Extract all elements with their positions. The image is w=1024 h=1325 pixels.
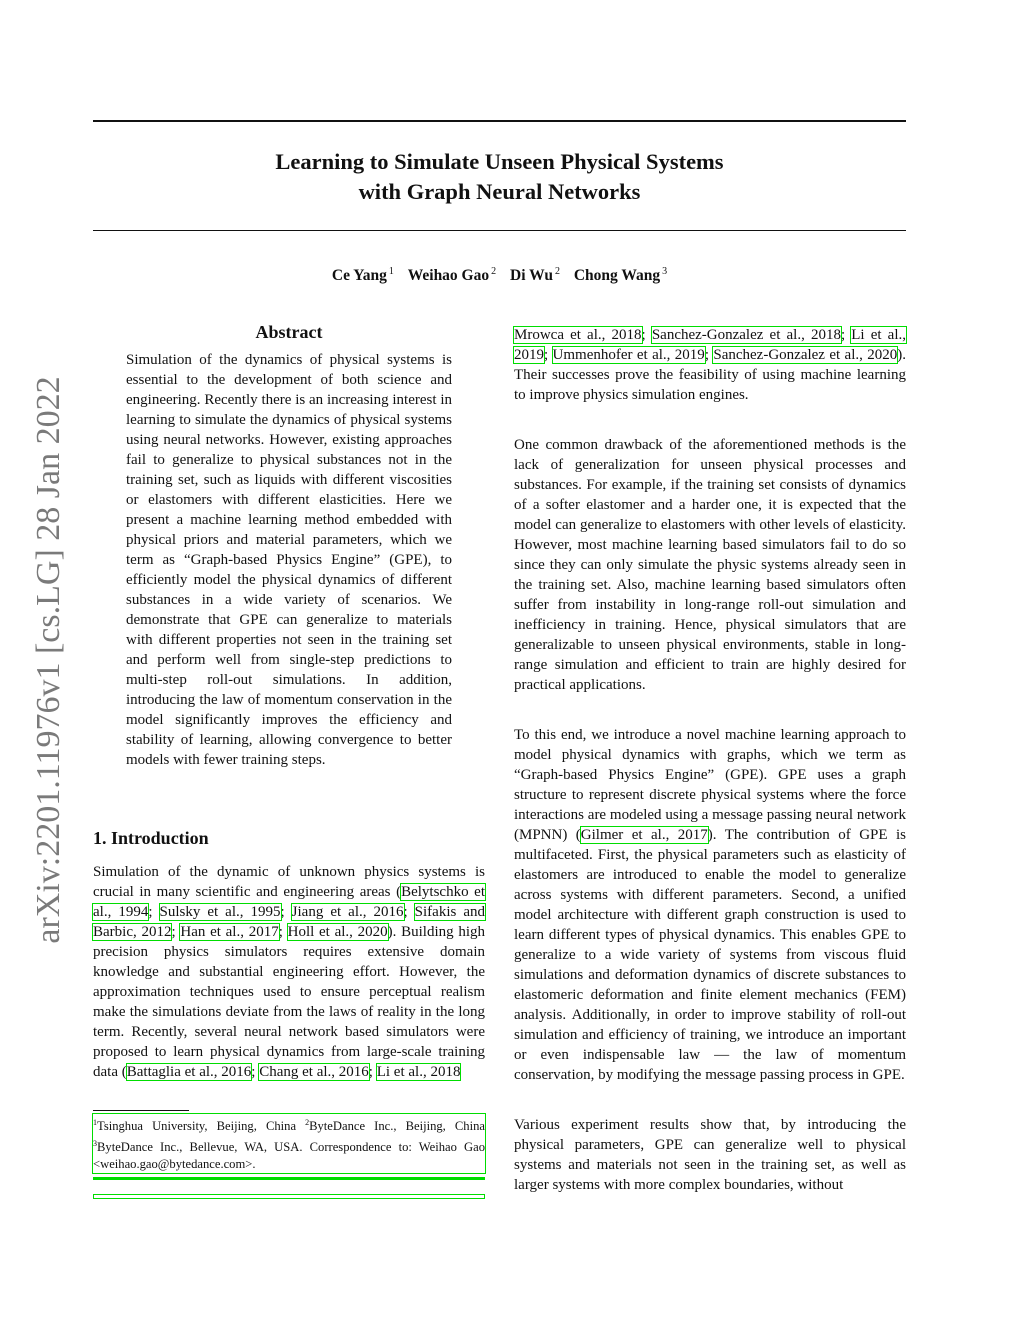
title-bottom-rule <box>93 230 906 231</box>
citation-link[interactable]: Ummenhofer et al., 2019 <box>552 347 705 363</box>
citation-link[interactable]: Sanchez-Gonzalez et al., 2018 <box>651 327 841 343</box>
author-name: Chong Wang <box>573 267 661 285</box>
citation-link[interactable]: Han et al., 2017 <box>180 924 279 940</box>
paper-title <box>93 147 906 207</box>
abstract-text: Simulation of the dynamics of physical systems is essential to the development of both science and engineering. Recently there is an increasing interest in learning to simulate the dynamics of physical systems using neural networks. However, existing approaches fail to generalize to physical substances not in the training set, such as liquids with different viscosities or elastomers with different elasticities. Here we present a machine learning method embedded with physical priors and material parameters, which we term as “Graph-based Physics Engine” (GPE), to efficiently model the physical dynamics of different substances in a wide variety of scenarios. We demonstrate that GPE can generalize to materials with different properties not seen in the training set and perform well from single-step predictions to multi-step roll-out simulations. In addition, introducing the law of momentum conservation in the model significantly improves the efficiency and stability of learning, allowing convergence to better models with fewer training steps. <box>126 352 452 768</box>
citation-link[interactable]: Jiang et al., 2016 <box>291 904 404 920</box>
link-highlight-box[interactable] <box>93 1194 485 1199</box>
author-1 <box>332 267 394 284</box>
footnote-text: Tsinghua University, Beijing, China <box>97 1119 306 1134</box>
footnote-text: ByteDance Inc., Bellevue, WA, USA. Correspondence to: Weihao Gao <weihao.gao@bytedance.com>. <box>93 1140 485 1172</box>
author-4 <box>574 267 667 284</box>
author-affiliation: 1 <box>388 266 394 277</box>
author-affiliation: 2 <box>554 266 560 277</box>
citation-link[interactable]: Mrowca et al., 2018 <box>514 327 642 343</box>
author-name: Ce Yang <box>331 267 387 285</box>
author-affiliation: 3 <box>662 266 668 277</box>
footnote-mark: 3 <box>93 1139 97 1149</box>
title-line-2: with Graph Neural Networks <box>358 179 641 204</box>
citation-link[interactable]: Li et al., 2018 <box>376 1064 461 1080</box>
title-top-rule <box>93 120 906 122</box>
arxiv-identifier: arXiv:2201.11976v1 [cs.LG] 28 Jan 2022 <box>30 376 67 944</box>
citation-link[interactable]: Sulsky et al., 1995 <box>159 904 281 920</box>
intro-text: Simulation of the dynamic of unknown physics systems is crucial in many scientific and engineering areas ( <box>93 864 485 900</box>
intro-paragraph-2: One common drawback of the aforementioned methods is the lack of generalization for unseen physical processes and substances. For example, if the training set consists of dynamics of a softer elastomer and a harder one, it is expected that the model can generalize to elastomers with other levels of elasticity. However, most machine learning based simulators fail to do so since they can only simulate the physic systems already seen in the training set. Also, machine learning based simulators often suffer from instability in long-range roll-out simulation and inefficiency in training. Hence, physical simulators that are generalizable to unseen physical environments, stable in long-range simulation and efficient to train are highly desired for practical applications. <box>514 437 906 693</box>
citation-link[interactable]: Sifakis and Barbic, 2012 <box>93 904 485 940</box>
citation-link[interactable]: Belytschko et al., 1994 <box>93 884 485 920</box>
intro-paragraph-4: Various experiment results show that, by introducing the physical parameters, GPE can generalize well to physical systems and materials not seen in the training set, as well as larger systems with more complex boundaries, without <box>514 1117 906 1193</box>
author-name: Weihao Gao <box>407 267 490 285</box>
citation-link[interactable]: Gilmer et al., 2017 <box>580 827 708 843</box>
footnote-text: ByteDance Inc., Beijing, China <box>309 1119 485 1134</box>
footnote-mark: 1 <box>93 1118 97 1127</box>
link-highlight-bar[interactable] <box>93 1177 485 1180</box>
intro-text: ). Building high precision physics simulators requires extensive domain knowledge and substantial engineering effort. However, the approximation techniques used to ensure perceptual realism make the simulations deviate from the laws of reality in the long term. Recently, several neural network based simulators were proposed to learn physical dynamics from large-scale training data ( <box>93 924 486 1080</box>
intro-text: To this end, we introduce a novel machine learning approach to model physical dynamics with graphs, which we term as “Graph-based Physics Engine” (GPE). GPE uses a graph structure to represent discrete physical systems where the force interactions are modeled using a message passing neural network (MPNN) ( <box>514 727 906 843</box>
introduction-heading: 1. Introduction <box>93 828 209 848</box>
intro-paragraph-1-continued: Mrowca et al., 2018; Sanchez-Gonzalez et al., 2018; Li et al., 2019; Ummenhofer et al., 2019; Sanchez-Gonzalez et al., 2020). Their successes prove the feasibility of using machine learning to improve physics simulation engines. <box>514 327 906 403</box>
author-affiliation: 2 <box>491 266 497 277</box>
author-3 <box>510 267 560 284</box>
citation-link[interactable]: Li et al., 2019 <box>514 327 906 363</box>
abstract-heading: Abstract <box>255 322 323 342</box>
citation-link[interactable]: Holl et al., 2020 <box>287 924 388 940</box>
citation-link[interactable]: Sanchez-Gonzalez et al., 2020 <box>713 347 898 363</box>
footnote-rule <box>93 1110 189 1111</box>
title-line-1: Learning to Simulate Unseen Physical Systems <box>275 149 724 174</box>
citation-link[interactable]: Battaglia et al., 2016 <box>126 1064 252 1080</box>
intro-text: ). The contribution of GPE is multifaceted. First, the physical parameters such as elasticity of elastomers are introduced to enable the model to generalize across systems with different parameters. Second, a unified model architecture with different graph construction is used to learn different types of physical dynamics. This enables GPE to generalize to a wide variety of systems from viscous fluid simulations and deformation dynamics of discrete substances to elastomeric deformation and finite element mechanics (FEM) analysis. Additionally, in order to improve stability of roll-out simulation and efficiency of training, we introduce an important or even indispensable law — the law of momentum conservation, by modifying the message passing process in GPE. <box>514 827 906 1083</box>
author-name: Di Wu <box>510 267 553 285</box>
intro-text: ). Their successes prove the feasibility of using machine learning to improve physics simulation engines. <box>514 347 906 403</box>
intro-paragraph-3 <box>514 725 906 1085</box>
author-2 <box>408 267 496 284</box>
intro-paragraph-1: Simulation of the dynamic of unknown physics systems is crucial in many scientific and engineering areas (Belytschko et al., 1994; Sulsky et al., 1995; Jiang et al., 2016; Sifakis and Barbic, 2012; Han et al., 2017; Holl et al., 2020). Building high precision physics simulators requires extensive domain knowledge and substantial engineering effort. However, the approximation techniques used to ensure perceptual realism make the simulations deviate from the laws of reality in the long term. Recently, several neural network based simulators were proposed to learn physical dynamics from large-scale training data (Battaglia et al., 2016; Chang et al., 2016; Li et al., 2018 <box>93 864 486 1080</box>
footnote-mark: 2 <box>305 1118 310 1127</box>
author-list <box>93 266 906 285</box>
affiliation-footnote[interactable] <box>93 1114 485 1173</box>
citation-link[interactable]: Chang et al., 2016 <box>259 1064 369 1080</box>
